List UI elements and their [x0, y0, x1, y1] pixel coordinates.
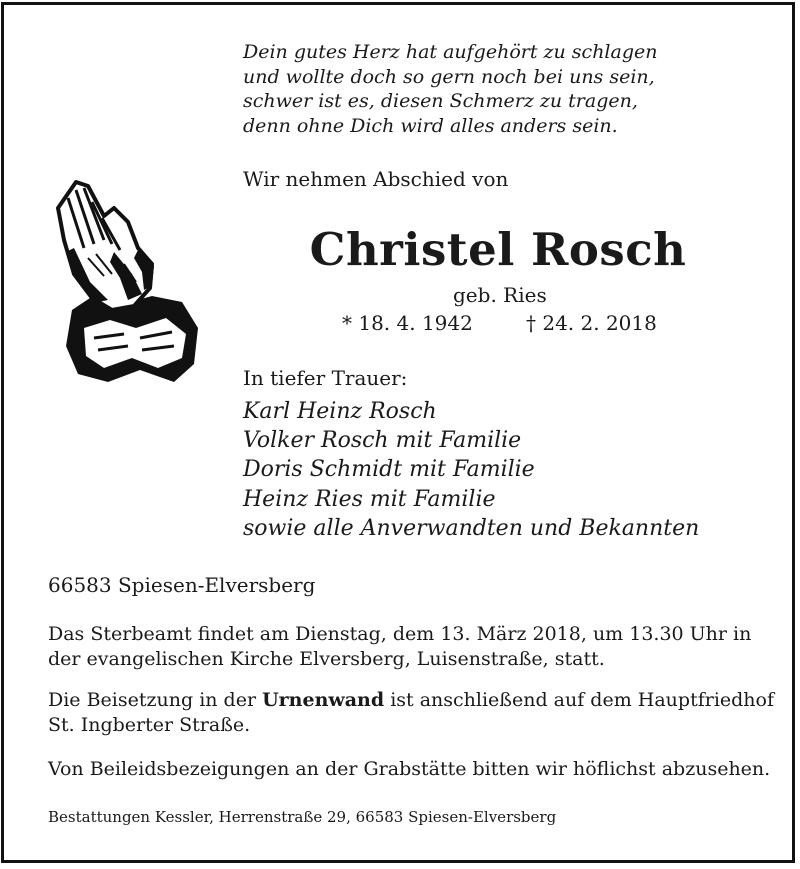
- burial-line: [48, 688, 774, 713]
- mourner-name: Karl Heinz Rosch: [243, 399, 437, 424]
- deceased-name: Christel Rosch: [309, 223, 687, 276]
- mourner-name: Doris Schmidt mit Familie: [243, 457, 535, 483]
- poem-line: schwer ist es, diesen Schmerz zu tragen,: [243, 90, 638, 112]
- mourner-name: sowie alle Anverwandten und Bekannten: [243, 515, 700, 541]
- service-paragraph: [48, 622, 751, 672]
- service-line: Das Sterbeamt findet am Dienstag, dem 13. März 2018, um 13.30 Uhr in: [48, 623, 752, 645]
- funeral-home-footer: Bestattungen Kessler, Herrenstraße 29, 66583 Spiesen-Elversberg: [48, 808, 557, 826]
- place-line: 66583 Spiesen-Elversberg: [48, 573, 316, 597]
- intro-text: Wir nehmen Abschied von: [243, 167, 509, 191]
- poem-line: und wollte doch so gern noch bei uns sein,: [243, 65, 655, 88]
- mourner-name: Volker Rosch mit Familie: [243, 428, 522, 454]
- condolences-note: Von Beileidsbezeigungen an der Grabstätte bitten wir höflichst abzusehen.: [48, 758, 771, 780]
- burial-prefix: Die Beisetzung in der: [48, 689, 257, 711]
- service-line: der evangelischen Kirche Elversberg, Luisenstraße, statt.: [48, 648, 605, 670]
- maiden-name: geb. Ries: [453, 283, 547, 307]
- poem-line: denn ohne Dich wird alles anders sein.: [243, 114, 618, 137]
- mourning-heading: In tiefer Trauer:: [243, 366, 408, 390]
- burial-highlight: Urnenwand: [262, 689, 385, 711]
- death-date: † 24. 2. 2018: [526, 311, 657, 335]
- birth-date: * 18. 4. 1942: [342, 311, 473, 335]
- praying-hands-icon: [54, 178, 200, 384]
- burial-paragraph: [48, 688, 774, 738]
- mourner-list: [243, 397, 699, 543]
- burial-line: St. Ingberter Straße.: [48, 714, 251, 736]
- mourner-name: Heinz Ries mit Familie: [243, 486, 496, 512]
- poem: [243, 40, 657, 138]
- burial-suffix: ist anschließend auf dem Hauptfriedhof: [390, 689, 775, 711]
- poem-line: Dein gutes Herz hat aufgehört zu schlagen: [243, 41, 658, 63]
